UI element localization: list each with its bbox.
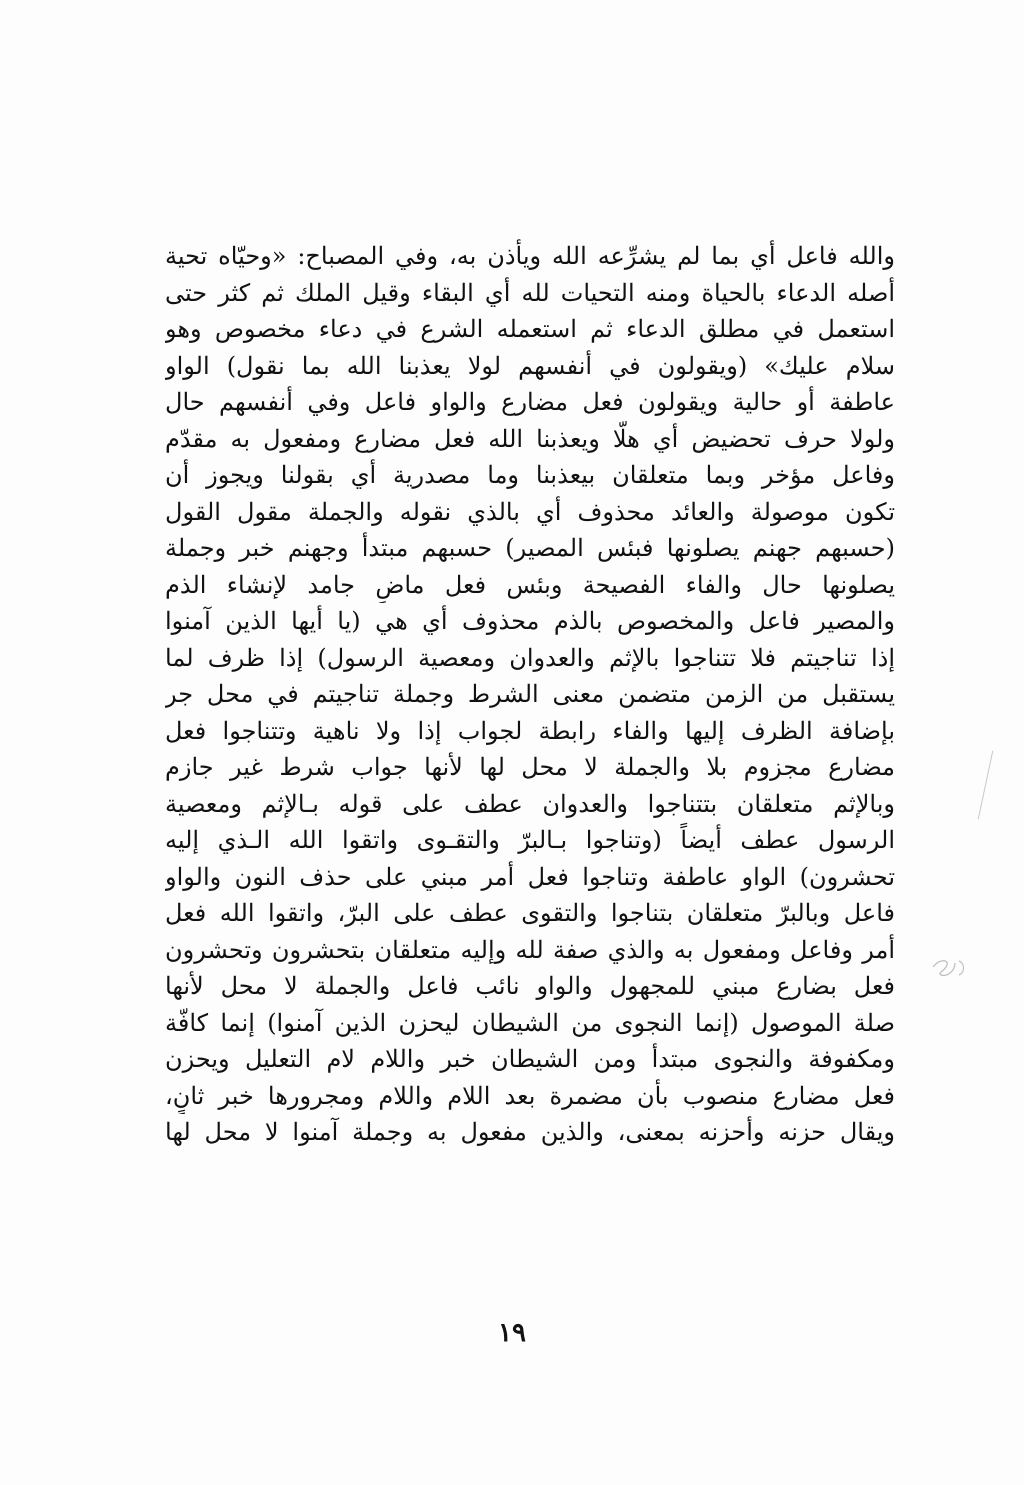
text-line-3: استعمل في مطلق الدعاء ثم استعمله الشرع في دعاء مخصوص وهو [165,315,895,343]
margin-scan-mark [978,751,994,820]
page-body-text [165,238,895,1151]
text-line-7: وفاعل مؤخر وبما متعلقان بيعذبنا وما مصدرية أي بقولنا ويجوز أن [165,461,895,489]
margin-pencil-scribble [925,945,975,985]
text-line-10: يصلونها حال والفاء الفصيحة وبئس فعل ماضٍ جامد لإنشاء الذم [165,570,895,599]
text-line-6: ولولا حرف تحضيض أي هلّا ويعذبنا الله فعل مضارع ومفعول به مقدّم [165,424,895,453]
text-line-4: سلام عليك» (ويقولون في أنفسهم لولا يعذبنا الله بما نقول) الواو [165,351,895,380]
text-line-12: إذا تناجيتم فلا تتناجوا بالإثم والعدوان ومعصية الرسول) إذا ظرف لما [165,643,895,672]
text-line-14: بإضافة الظرف إليها والفاء رابطة لجواب إذا ولا ناهية وتتناجوا فعل [165,716,895,745]
text-line-25: ويقال حزنه وأحزنه بمعنى، والذين مفعول به وجملة آمنوا لا محل لها [165,1118,895,1146]
text-line-23: ومكفوفة والنجوى مبتدأ ومن الشيطان خبر واللام لام التعليل ويحزن [165,1045,895,1073]
page-number: ١٩ [498,1318,526,1348]
text-line-17: الرسول عطف أيضاً (وتناجوا بـالبرّ والتقـوى واتقوا الله الـذي إليه [165,826,895,854]
text-line-21: فعل بضارع مبني للمجهول والواو نائب فاعل والجملة لا محل لأنها [165,972,895,1000]
text-line-1: والله فاعل أي بما لم يشرِّعه الله ويأذن به، وفي المصباح: «وحيّاه تحية [165,242,895,270]
text-line-2: أصله الدعاء بالحياة ومنه التحيات لله أي البقاء وقيل الملك ثم كثر حتى [165,278,895,307]
text-line-9: (حسبهم جهنم يصلونها فبئس المصير) حسبهم مبتدأ وجهنم خبر وجملة [165,534,895,562]
text-line-5: عاطفة أو حالية ويقولون فعل مضارع والواو فاعل وفي أنفسهم حال [165,388,895,416]
text-line-11: والمصير فاعل والمخصوص بالذم محذوف أي هي (يا أيها الذين آمنوا [165,607,895,635]
text-line-24: فعل مضارع منصوب بأن مضمرة بعد اللام واللام ومجرورها خبر ثانٍ، [165,1081,895,1110]
text-line-22: صلة الموصول (إنما النجوى من الشيطان ليحزن الذين آمنوا) إنما كافّة [165,1008,895,1037]
text-line-13: يستقبل من الزمن متضمن معنى الشرط وجملة تناجيتم في محل جر [165,680,895,708]
text-line-8: تكون موصولة والعائد محذوف أي بالذي نقوله والجملة مقول القول [165,497,895,526]
text-line-20: أمر وفاعل ومفعول به والذي صفة لله وإليه متعلقان بتحشرون وتحشرون [165,935,895,964]
text-line-19: فاعل وبالبرّ متعلقان بتناجوا والتقوى عطف على البرّ، واتقوا الله فعل [165,899,895,927]
text-line-18: تحشرون) الواو عاطفة وتناجوا فعل أمر مبني على حذف النون والواو [165,862,895,891]
text-line-15: مضارع مجزوم بلا والجملة لا محل لها لأنها جواب شرط غير جازم [165,753,895,781]
text-line-16: وبالإثم متعلقان بتتناجوا والعدوان عطف على قوله بـالإثم ومعصية [165,789,895,818]
